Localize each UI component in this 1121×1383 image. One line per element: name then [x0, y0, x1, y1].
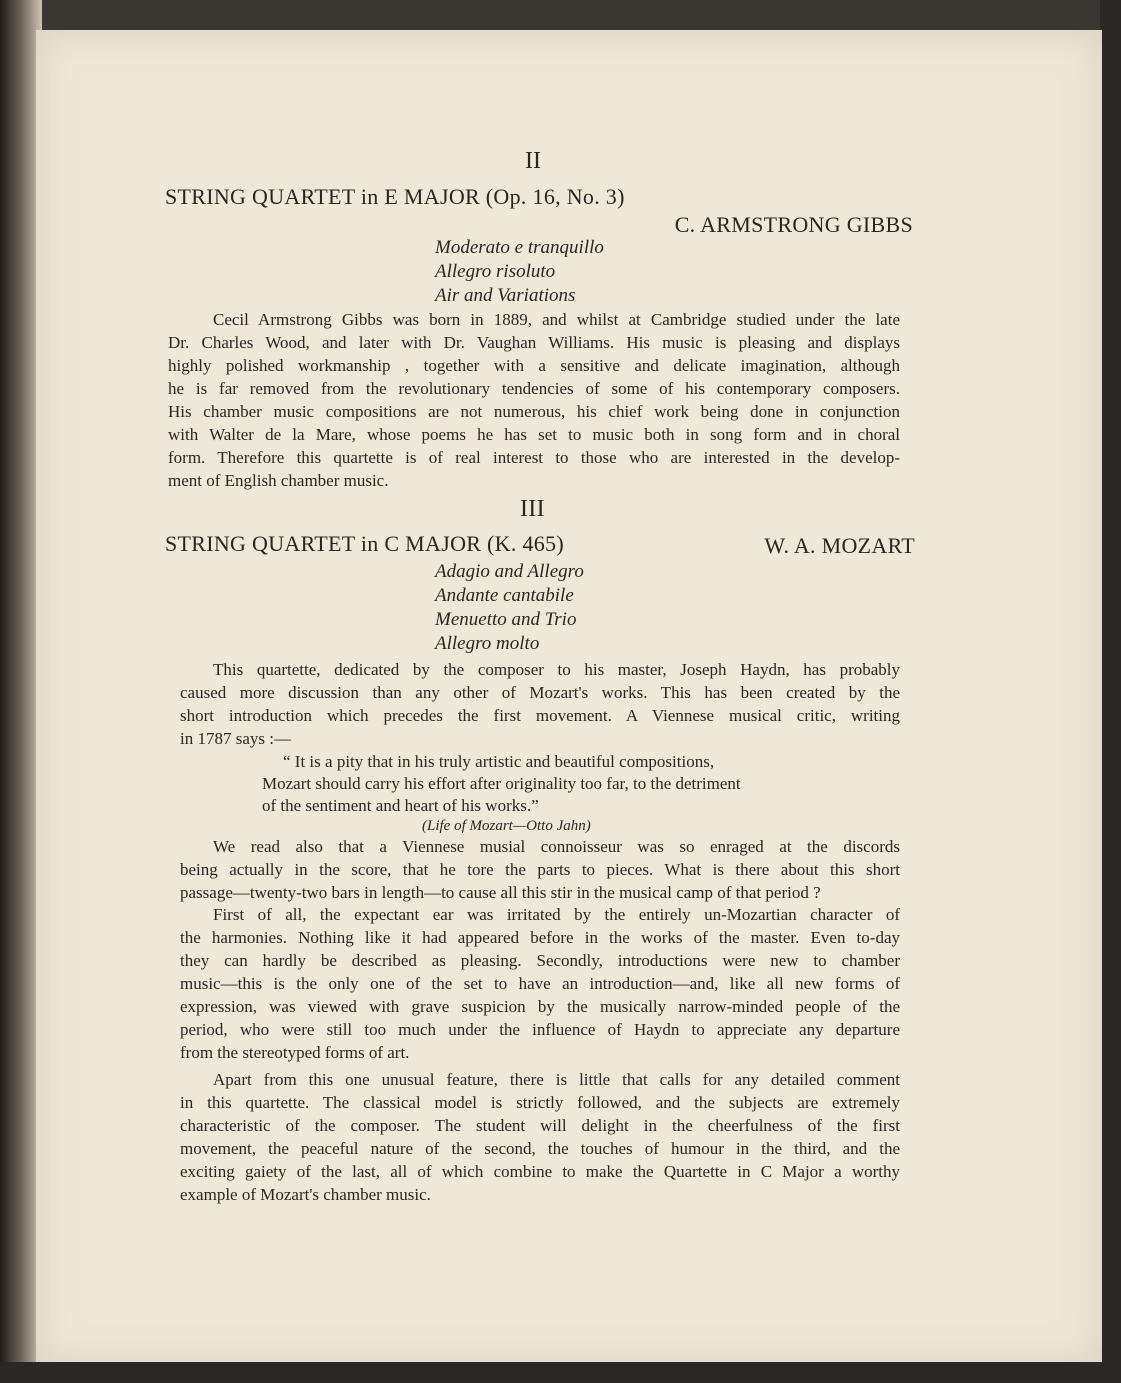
- movement-title: Andante cantabile: [435, 585, 574, 606]
- paragraph-line: being actually in the score, that he tore the parts to pieces. What is there about this short: [180, 860, 900, 879]
- movement-title: Allegro molto: [435, 633, 540, 654]
- paragraph-line: exciting gaiety of the last, all of which combine to make the Quartette in C Major a worthy: [180, 1162, 900, 1181]
- movement-title: Adagio and Allegro: [435, 561, 584, 582]
- section-numeral: III: [520, 496, 545, 522]
- paragraph-line: This quartette, dedicated by the composer to his master, Joseph Haydn, has probably: [213, 660, 900, 679]
- section-title: STRING QUARTET in E MAJOR (Op. 16, No. 3): [165, 184, 625, 209]
- section-title: STRING QUARTET in C MAJOR (K. 465): [165, 531, 564, 556]
- paragraph-line: His chamber music compositions are not numerous, his chief work being done in conjunction: [168, 402, 900, 421]
- paragraph-line: example of Mozart's chamber music.: [180, 1185, 431, 1204]
- paragraph-line: form. Therefore this quartette is of real interest to those who are interested in the develop-: [168, 448, 900, 467]
- paragraph-line: expression, was viewed with grave suspicion by the musically narrow-minded people of the: [180, 997, 900, 1016]
- scan-background-bottom: [0, 1362, 1121, 1383]
- composer-name: W. A. MOZART: [764, 533, 915, 558]
- paragraph-line: passage—twenty-two bars in length—to cause all this stir in the musical camp of that period ?: [180, 883, 821, 902]
- paragraph-line: Dr. Charles Wood, and later with Dr. Vaughan Williams. His music is pleasing and displays: [168, 333, 900, 352]
- paragraph-line: short introduction which precedes the first movement. A Viennese musical critic, writing: [180, 706, 900, 725]
- paragraph-line: Apart from this one unusual feature, there is little that calls for any detailed comment: [213, 1070, 900, 1089]
- section-numeral: II: [525, 148, 541, 174]
- paragraph-line: characteristic of the composer. The student will delight in the cheerfulness of the first: [180, 1116, 900, 1135]
- paragraph-line: We read also that a Viennese musial connoisseur was so enraged at the discords: [213, 837, 900, 856]
- movement-title: Menuetto and Trio: [435, 609, 577, 630]
- paragraph-line: they can hardly be described as pleasing. Secondly, introductions were new to chamber: [180, 951, 900, 970]
- paragraph-line: in this quartette. The classical model is strictly followed, and the subjects are extremely: [180, 1093, 900, 1112]
- paragraph-line: Cecil Armstrong Gibbs was born in 1889, and whilst at Cambridge studied under the late: [213, 310, 900, 329]
- quote-line: Mozart should carry his effort after originality too far, to the detriment: [262, 774, 741, 793]
- quote-line: of the sentiment and heart of his works.”: [262, 796, 539, 815]
- quote-line: “ It is a pity that in his truly artistic and beautiful compositions,: [283, 752, 715, 771]
- paragraph-line: from the stereotyped forms of art.: [180, 1043, 410, 1062]
- paragraph-line: with Walter de la Mare, whose poems he has set to music both in song form and in choral: [168, 425, 900, 444]
- quote-citation: (Life of Mozart—Otto Jahn): [422, 818, 591, 834]
- paragraph-line: movement, the peaceful nature of the second, the touches of humour in the third, and the: [180, 1139, 900, 1158]
- composer-name: C. ARMSTRONG GIBBS: [674, 212, 913, 237]
- movement-title: Allegro risoluto: [435, 261, 556, 282]
- paragraph-line: the harmonies. Nothing like it had appeared before in the works of the master. Even to-day: [180, 928, 900, 947]
- paragraph-line: caused more discussion than any other of Mozart's works. This has been created by the: [180, 683, 900, 702]
- paragraph-line: First of all, the expectant ear was irritated by the entirely un-Mozartian character of: [213, 905, 900, 924]
- paragraph-line: in 1787 says :—: [180, 729, 291, 748]
- paragraph-line: highly polished workmanship , together with a sensitive and delicate imagination, although: [168, 356, 900, 375]
- paragraph-line: music—this is the only one of the set to have an introduction—and, like all new forms of: [180, 974, 900, 993]
- scan-background-right: [1100, 0, 1121, 1383]
- paragraph-line: he is far removed from the revolutionary tendencies of some of his contemporary composers.: [168, 379, 900, 398]
- movement-title: Moderato e tranquillo: [435, 237, 604, 258]
- paragraph-line: ment of English chamber music.: [168, 471, 389, 490]
- paragraph-line: period, who were still too much under the influence of Haydn to appreciate any departure: [180, 1020, 900, 1039]
- movement-title: Air and Variations: [435, 285, 576, 306]
